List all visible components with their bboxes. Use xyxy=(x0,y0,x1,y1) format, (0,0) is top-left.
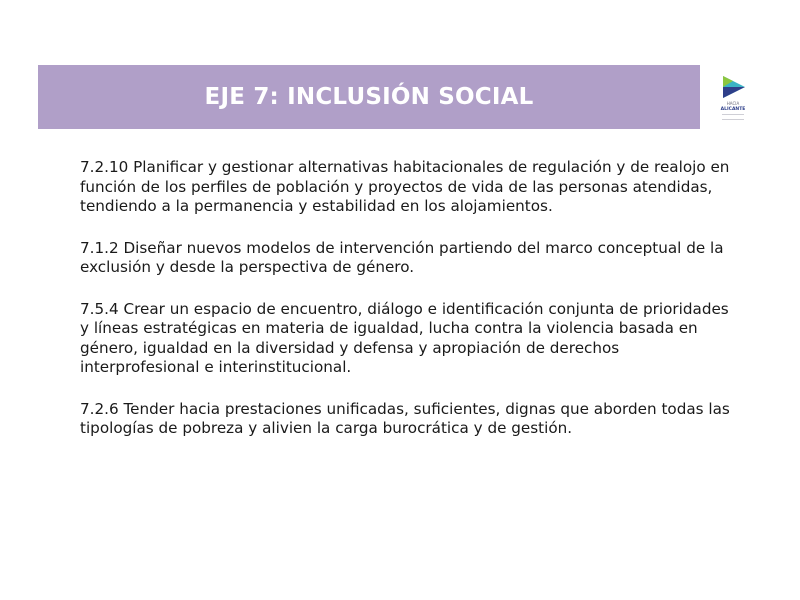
hacia-alicante-logo xyxy=(716,74,750,124)
paragraph-7-2-6: 7.2.6 Tender hacia prestaciones unificadas, suficientes, dignas que aborden todas las tipologías de pobreza y alivien la carga burocrática y de gestión. xyxy=(80,399,730,437)
logo-text-alicante: ALICANTE xyxy=(720,107,746,112)
logo-divider xyxy=(722,114,744,120)
paragraph-7-1-2: 7.1.2 Diseñar nuevos modelos de intervención partiendo del marco conceptual de la exclusión y desde la perspectiva de género. xyxy=(80,238,724,276)
logo-text-hacia: HACIA xyxy=(726,101,740,106)
paragraph-7-5-4: 7.5.4 Crear un espacio de encuentro, diálogo e identificación conjunta de prioridades y líneas estratégicas en materia de igualdad, lucha contra la violencia basada en género, igualdad en la diversidad y defensa y apropiación de derechos interprofesional e interinstitucional. xyxy=(80,299,729,376)
logo-mark-icon xyxy=(716,74,750,102)
title-banner xyxy=(38,65,700,129)
slide-title: EJE 7: INCLUSIÓN SOCIAL xyxy=(204,84,534,110)
paragraph-7-2-10: 7.2.10 Planificar y gestionar alternativas habitacionales de regulación y de realojo en función de los perfiles de población y proyectos de vida de las personas atendidas, tendiendo a la permanencia y estabilidad en los alojamientos. xyxy=(80,158,730,215)
content-body xyxy=(80,158,740,461)
